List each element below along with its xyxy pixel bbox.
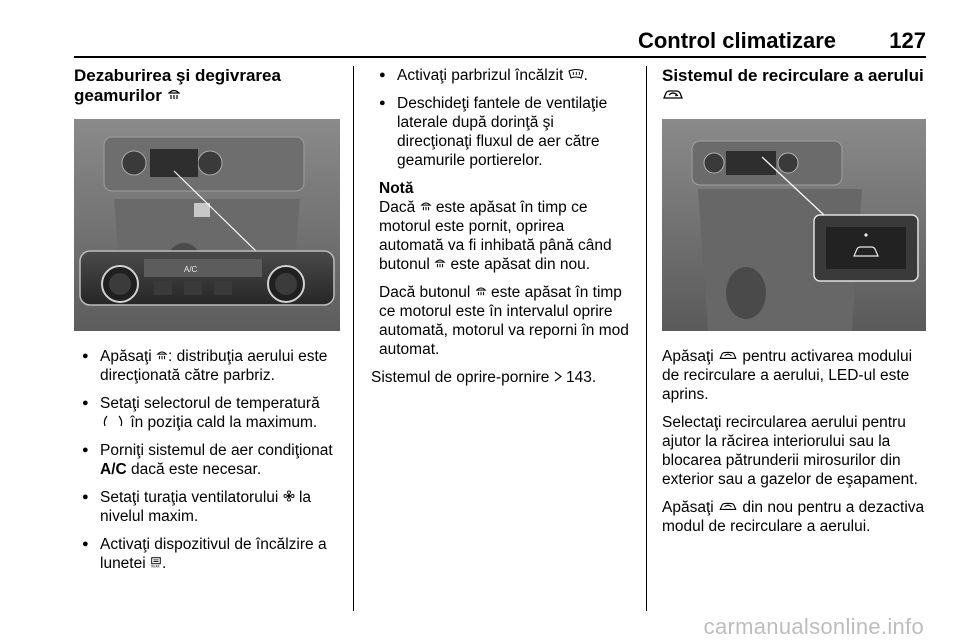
section-heading-recirculation: Sistemul de recirculare a aerului	[662, 66, 928, 107]
page-number: 127	[889, 28, 926, 53]
note-paragraph: Dacă butonul este apăsat în timp ce motorul este în intervalul oprire automată, motorul va reporni în mod automat.	[379, 284, 629, 358]
windscreen-defrost-icon	[475, 283, 487, 302]
heated-windscreen-icon	[568, 66, 584, 85]
list-item: ● Setaţi selectorul de temperatură în poziţia cald la maximum.	[74, 394, 340, 432]
air-recirculation-icon	[662, 87, 684, 107]
svg-text:REAR: REAR	[151, 564, 160, 568]
temperature-selector-icon	[100, 413, 126, 432]
column-3	[662, 66, 928, 545]
windscreen-defrost-icon	[434, 255, 446, 274]
rear-window-heating-icon	[150, 554, 162, 573]
column-2	[371, 66, 633, 396]
climate-control-panel-photo	[74, 119, 340, 331]
column-divider	[353, 66, 354, 611]
watermark: carmanualsonline.info	[703, 614, 924, 639]
column-divider	[646, 66, 647, 611]
list-item: ● Apăsaţi : distribuţia aerului este direcţionată către parbriz.	[74, 347, 340, 385]
recirculation-paragraph: Selectaţi recircularea aerului pentru ajutor la răcirea interiorului sau la blocarea pătrunderii mirosurilor din exterior sau a gazelor de eşapament.	[662, 414, 918, 488]
air-recirculation-icon	[718, 347, 738, 366]
recirculation-paragraph: Apăsaţi pentru activarea modului de recirculare a aerului, LED-ul este aprins.	[662, 348, 913, 403]
column-1	[74, 66, 340, 582]
page-header	[74, 24, 926, 54]
note-heading: Notă	[379, 180, 414, 197]
cross-reference: Sistemul de oprire-pornire 143.	[371, 369, 597, 386]
windscreen-defrost-icon	[167, 87, 181, 107]
fan-icon	[283, 488, 295, 507]
windscreen-defrost-icon	[156, 347, 168, 366]
recirculation-button-photo	[662, 119, 926, 331]
list-item: ● Porniţi sistemul de aer condiţionat A/C dacă este necesar.	[74, 441, 340, 479]
defrost-steps	[74, 347, 340, 573]
list-item: ● Activaţi parbrizul încălzit .	[371, 66, 633, 85]
list-item: ● Deschideţi fantele de ventilaţie laterale după dorinţă şi direcţionaţi fluxul de aer către geamurile portierelor.	[371, 94, 633, 170]
windscreen-defrost-icon	[420, 198, 432, 217]
page-reference-arrow-icon	[554, 368, 562, 387]
header-rule	[74, 56, 926, 58]
air-recirculation-icon	[718, 498, 738, 517]
section-heading-defrost: Dezaburirea şi degivrarea geamurilor	[74, 66, 281, 105]
note-block	[371, 179, 633, 359]
ac-label: A/C	[184, 265, 198, 274]
list-item: ● Activaţi dispozitivul de încălzire a lunetei REAR .	[74, 535, 340, 573]
recirculation-paragraph: Apăsaţi din nou pentru a dezactiva modul de recirculare a aerului.	[662, 499, 925, 535]
list-item: ● Setaţi turaţia ventilatorului la nivelul maxim.	[74, 488, 340, 526]
note-paragraph: Dacă este apăsat în timp ce motorul este pornit, oprirea automată va fi inhibată până când butonul este apăsat din nou.	[379, 199, 612, 273]
defrost-steps-continued	[371, 66, 633, 170]
page-title: Control climatizare	[637, 28, 836, 53]
